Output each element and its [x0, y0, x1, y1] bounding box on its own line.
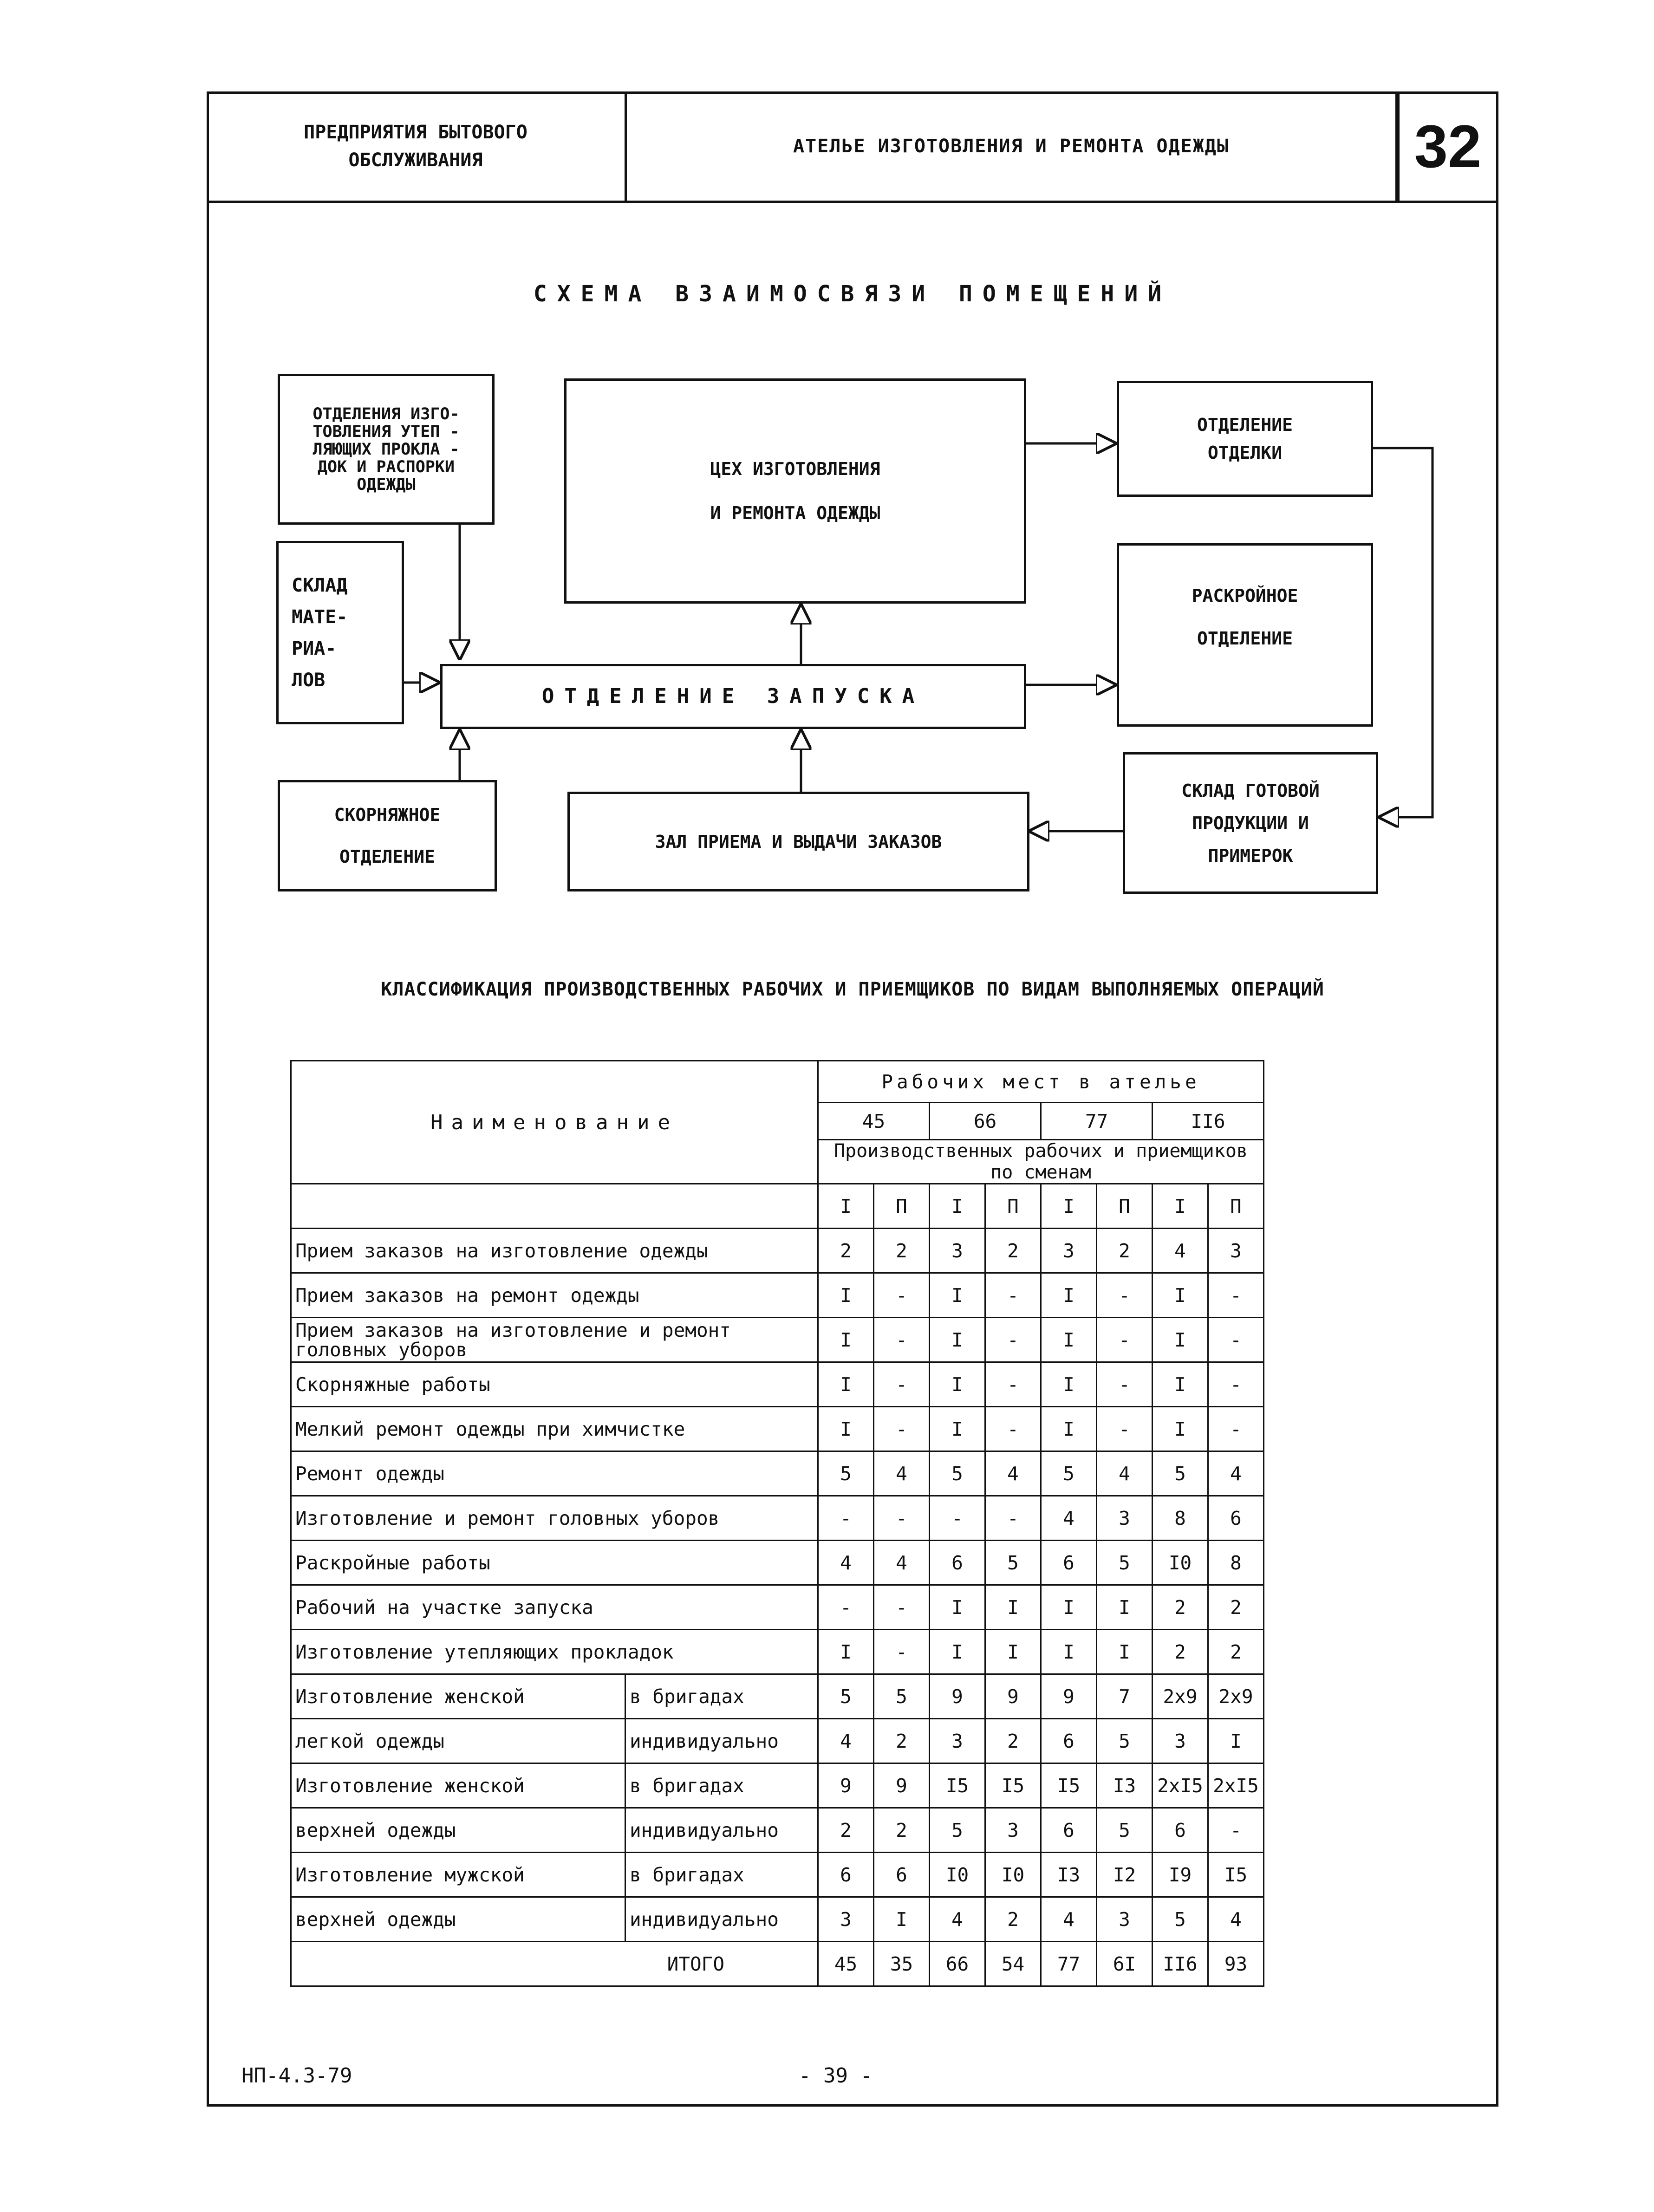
table-row [291, 1318, 1264, 1362]
row-value: - [818, 1585, 874, 1630]
row-value: I [1097, 1630, 1153, 1674]
group-mode: индивидуально [625, 1808, 818, 1853]
diagram-title: СХЕМА ВЗАИМОСВЯЗИ ПОМЕЩЕНИЙ [533, 281, 1172, 307]
row-value: 9 [985, 1674, 1041, 1719]
table-row [291, 1719, 1264, 1763]
box-insulation-line: ЛЯЮЩИХ ПРОКЛА - [313, 440, 460, 459]
row-value: 2хI5 [1153, 1763, 1208, 1808]
row-value: I [818, 1362, 874, 1407]
row-value: - [1208, 1407, 1264, 1451]
shift-label: I [1153, 1184, 1208, 1229]
row-value: I [818, 1630, 874, 1674]
row-value: 4 [874, 1541, 930, 1585]
row-value: I [1097, 1585, 1153, 1630]
group-mode: в бригадах [625, 1674, 818, 1719]
row-value: - [874, 1407, 930, 1451]
table-row [291, 1585, 1264, 1630]
name-column-header: Наименование [291, 1061, 818, 1184]
row-value: I [1041, 1273, 1097, 1318]
box-workshop-line: ЦЕХ ИЗГОТОВЛЕНИЯ [710, 458, 880, 479]
row-value: I [1041, 1585, 1097, 1630]
row-value: I [1041, 1318, 1097, 1362]
row-value: 5 [930, 1451, 985, 1496]
box-materials-store [276, 541, 404, 724]
row-value: - [874, 1362, 930, 1407]
row-value: I9 [1153, 1853, 1208, 1897]
row-value: 6 [1041, 1541, 1097, 1585]
row-value: 6 [874, 1853, 930, 1897]
box-finishing-line: ОТДЕЛКИ [1207, 442, 1283, 463]
row-value: I0 [1153, 1541, 1208, 1585]
row-value: 5 [1041, 1451, 1097, 1496]
box-orders-hall: ЗАЛ ПРИЕМА И ВЫДАЧИ ЗАКАЗОВ [567, 792, 1029, 891]
row-value: I [930, 1630, 985, 1674]
table-row [291, 1273, 1264, 1318]
row-value: I [1208, 1719, 1264, 1763]
row-value: I [1041, 1630, 1097, 1674]
row-value: - [930, 1496, 985, 1541]
group-mode: индивидуально [625, 1897, 818, 1942]
table-header-row [291, 1061, 1264, 1103]
row-name: Изготовление и ремонт головных уборов [291, 1496, 818, 1541]
row-value: 5 [985, 1541, 1041, 1585]
row-value: 4 [1153, 1229, 1208, 1273]
box-cutting [1117, 543, 1373, 727]
shifts-header: Производственных рабочих и приемщиков по сменам [818, 1140, 1264, 1184]
row-value: - [985, 1496, 1041, 1541]
total-value: 66 [930, 1942, 985, 1986]
row-value: 2 [985, 1719, 1041, 1763]
row-value: I [985, 1585, 1041, 1630]
table-row [291, 1763, 1264, 1808]
row-value: I5 [1041, 1763, 1097, 1808]
row-value: - [1208, 1808, 1264, 1853]
row-value: I [1041, 1362, 1097, 1407]
box-finished-store [1123, 752, 1378, 894]
row-name: Прием заказов на изготовление и ремонт головных уборов [291, 1318, 818, 1362]
box-materials-line: МАТЕ- [292, 606, 348, 628]
shift-label: П [1208, 1184, 1264, 1229]
row-value: I3 [1041, 1853, 1097, 1897]
shift-label: I [930, 1184, 985, 1229]
table-row [291, 1808, 1264, 1853]
place-count: 77 [1041, 1103, 1153, 1140]
row-value: 3 [930, 1719, 985, 1763]
row-value: - [985, 1273, 1041, 1318]
row-value: I5 [985, 1763, 1041, 1808]
row-value: I [930, 1362, 985, 1407]
box-finished-store-line: ПРИМЕРОК [1208, 845, 1293, 866]
row-value: I [818, 1318, 874, 1362]
group-mode: индивидуально [625, 1719, 818, 1763]
row-value: 2 [874, 1719, 930, 1763]
row-value: 2 [874, 1229, 930, 1273]
row-value: 9 [930, 1674, 985, 1719]
shift-label: П [985, 1184, 1041, 1229]
total-value: 77 [1041, 1942, 1097, 1986]
row-value: 9 [818, 1763, 874, 1808]
row-value: I3 [1097, 1763, 1153, 1808]
row-value: I5 [930, 1763, 985, 1808]
row-value: 3 [1097, 1897, 1153, 1942]
row-value: 7 [1097, 1674, 1153, 1719]
total-value: 45 [818, 1942, 874, 1986]
row-value: 5 [1153, 1897, 1208, 1942]
row-value: 5 [818, 1674, 874, 1719]
row-value: 3 [1097, 1496, 1153, 1541]
box-cutting-line: РАСКРОЙНОЕ [1192, 586, 1298, 606]
row-value: 5 [1153, 1451, 1208, 1496]
total-value: 6I [1097, 1942, 1153, 1986]
row-value: 2 [818, 1229, 874, 1273]
total-value: 54 [985, 1942, 1041, 1986]
row-value: 9 [1041, 1674, 1097, 1719]
row-value: I [818, 1407, 874, 1451]
row-value: 5 [874, 1674, 930, 1719]
row-value: I [930, 1585, 985, 1630]
row-value: 2 [818, 1808, 874, 1853]
place-count: II6 [1153, 1103, 1264, 1140]
row-name: Изготовление утепляющих прокладок [291, 1630, 818, 1674]
row-value: - [985, 1362, 1041, 1407]
row-value: 2 [874, 1808, 930, 1853]
row-value: 4 [818, 1719, 874, 1763]
box-fur-department [278, 780, 497, 891]
shift-label: I [818, 1184, 874, 1229]
row-value: 3 [1153, 1719, 1208, 1763]
row-value: 6 [1041, 1719, 1097, 1763]
table-row [291, 1362, 1264, 1407]
places-header: Рабочих мест в ателье [818, 1061, 1264, 1103]
box-finished-store-line: ПРОДУКЦИИ И [1192, 813, 1309, 833]
box-insulation-line: ТОВЛЕНИЯ УТЕП - [313, 422, 460, 441]
row-value: I [930, 1273, 985, 1318]
table-total-row [291, 1942, 1264, 1986]
row-value: - [985, 1407, 1041, 1451]
row-value: I [985, 1630, 1041, 1674]
header-category-line1: ПРЕДПРИЯТИЯ БЫТОВОГО [304, 121, 527, 143]
row-name: Мелкий ремонт одежды при химчистке [291, 1407, 818, 1451]
box-workshop-line: И РЕМОНТА ОДЕЖДЫ [710, 502, 880, 523]
row-value: I0 [985, 1853, 1041, 1897]
row-value: I0 [930, 1853, 985, 1897]
table-row [291, 1229, 1264, 1273]
row-value: 6 [1041, 1808, 1097, 1853]
shift-label: П [1097, 1184, 1153, 1229]
row-value: I [874, 1897, 930, 1942]
box-workshop [564, 378, 1026, 604]
row-value: 5 [1097, 1541, 1153, 1585]
row-value: 3 [1208, 1229, 1264, 1273]
table-row [291, 1541, 1264, 1585]
box-insulation-department [278, 374, 495, 525]
row-value: 2х9 [1208, 1674, 1264, 1719]
blank-cell [291, 1184, 818, 1229]
row-name: Скорняжные работы [291, 1362, 818, 1407]
box-materials-line: РИА- [292, 638, 337, 659]
row-value: 4 [985, 1451, 1041, 1496]
box-insulation-line: ОДЕЖДЫ [357, 475, 416, 494]
row-value: - [874, 1496, 930, 1541]
box-materials-line: СКЛАД [292, 574, 348, 596]
row-value: 6 [1153, 1808, 1208, 1853]
row-value: I2 [1097, 1853, 1153, 1897]
row-value: 6 [818, 1853, 874, 1897]
table-row [291, 1496, 1264, 1541]
table-row [291, 1451, 1264, 1496]
box-finished-store-line: СКЛАД ГОТОВОЙ [1181, 780, 1320, 801]
row-value: 4 [1041, 1897, 1097, 1942]
table-title: КЛАССИФИКАЦИЯ ПРОИЗВОДСТВЕННЫХ РАБОЧИХ И ПРИЕМЩИКОВ ПО ВИДАМ ВЫПОЛНЯЕМЫХ ОПЕРАЦИЙ [381, 979, 1324, 1000]
row-value: 5 [1097, 1808, 1153, 1853]
row-value: 4 [1208, 1451, 1264, 1496]
row-value: 2х9 [1153, 1674, 1208, 1719]
row-name: Ремонт одежды [291, 1451, 818, 1496]
box-materials-line: ЛОВ [292, 669, 326, 691]
row-value: - [1097, 1273, 1153, 1318]
row-value: - [1097, 1407, 1153, 1451]
group-name: легкой одежды [291, 1719, 625, 1763]
row-value: 8 [1208, 1541, 1264, 1585]
row-value: 3 [818, 1897, 874, 1942]
row-value: - [1097, 1362, 1153, 1407]
box-finishing-line: ОТДЕЛЕНИЕ [1197, 415, 1293, 435]
table-row [291, 1630, 1264, 1674]
total-label: ИТОГО [291, 1942, 818, 1986]
row-value: - [874, 1630, 930, 1674]
group-name: верхней одежды [291, 1808, 625, 1853]
group-name: Изготовление мужской [291, 1853, 625, 1897]
row-value: - [1097, 1318, 1153, 1362]
header-title: АТЕЛЬЕ ИЗГОТОВЛЕНИЯ И РЕМОНТА ОДЕЖДЫ [793, 135, 1229, 157]
row-value: I5 [1208, 1853, 1264, 1897]
box-insulation-line: ДОК И РАСПОРКИ [317, 457, 455, 476]
group-mode: в бригадах [625, 1853, 818, 1897]
arrow-finishing-to-store [1373, 448, 1433, 817]
group-name: Изготовление женской [291, 1674, 625, 1719]
footer-code: НП-4.3-79 [241, 2064, 352, 2088]
place-count: 66 [930, 1103, 1041, 1140]
header-category-line2: ОБСЛУЖИВАНИЯ [348, 149, 483, 171]
row-value: 2 [1208, 1585, 1264, 1630]
row-value: - [874, 1318, 930, 1362]
row-value: 2 [1153, 1585, 1208, 1630]
row-value: 3 [1041, 1229, 1097, 1273]
row-value: I [1041, 1407, 1097, 1451]
row-value: - [1208, 1273, 1264, 1318]
box-insulation-line: ОТДЕЛЕНИЯ ИЗГО- [313, 404, 460, 423]
row-value: 4 [930, 1897, 985, 1942]
row-value: 9 [874, 1763, 930, 1808]
total-value: 93 [1208, 1942, 1264, 1986]
shift-label: I [1041, 1184, 1097, 1229]
row-value: 8 [1153, 1496, 1208, 1541]
box-finishing [1117, 381, 1373, 497]
shift-label: П [874, 1184, 930, 1229]
row-value: 6 [930, 1541, 985, 1585]
row-value: 4 [874, 1451, 930, 1496]
row-value: 5 [1097, 1719, 1153, 1763]
row-name: Рабочий на участке запуска [291, 1585, 818, 1630]
box-fur-line: СКОРНЯЖНОЕ [334, 805, 441, 825]
group-mode: в бригадах [625, 1763, 818, 1808]
sheet-number: 32 [1395, 91, 1496, 201]
row-name: Прием заказов на ремонт одежды [291, 1273, 818, 1318]
table-row [291, 1897, 1264, 1942]
row-value: - [1208, 1318, 1264, 1362]
row-name: Раскройные работы [291, 1541, 818, 1585]
row-value: I [1153, 1407, 1208, 1451]
row-value: 4 [1208, 1897, 1264, 1942]
row-value: 2хI5 [1208, 1763, 1264, 1808]
row-name: Прием заказов на изготовление одежды [291, 1229, 818, 1273]
table-row [291, 1853, 1264, 1897]
group-name: Изготовление женской [291, 1763, 625, 1808]
row-value: I [1153, 1362, 1208, 1407]
row-value: - [874, 1273, 930, 1318]
staff-table [290, 1060, 1264, 1987]
table-shift-row [291, 1184, 1264, 1229]
row-value: I [818, 1273, 874, 1318]
row-value: 6 [1208, 1496, 1264, 1541]
row-value: 5 [930, 1808, 985, 1853]
table-row [291, 1674, 1264, 1719]
total-value: 35 [874, 1942, 930, 1986]
place-count: 45 [818, 1103, 930, 1140]
row-value: 3 [930, 1229, 985, 1273]
row-value: 5 [818, 1451, 874, 1496]
group-name: верхней одежды [291, 1897, 625, 1942]
row-value: I [930, 1407, 985, 1451]
box-cutting-line: ОТДЕЛЕНИЕ [1197, 628, 1293, 649]
total-value: II6 [1153, 1942, 1208, 1986]
row-value: 2 [985, 1897, 1041, 1942]
row-value: I [1153, 1318, 1208, 1362]
row-value: 4 [1097, 1451, 1153, 1496]
row-value: I [930, 1318, 985, 1362]
row-value: 2 [1097, 1229, 1153, 1273]
row-value: 4 [1041, 1496, 1097, 1541]
footer-page-number: - 39 - [799, 2064, 873, 2088]
row-value: 2 [1208, 1630, 1264, 1674]
row-value: 3 [985, 1808, 1041, 1853]
row-value: I [1153, 1273, 1208, 1318]
row-value: - [985, 1318, 1041, 1362]
row-value: 4 [818, 1541, 874, 1585]
row-value: - [1208, 1362, 1264, 1407]
box-fur-line: ОТДЕЛЕНИЕ [339, 846, 435, 867]
row-value: 2 [985, 1229, 1041, 1273]
row-value: - [874, 1585, 930, 1630]
row-value: 2 [1153, 1630, 1208, 1674]
table-row [291, 1407, 1264, 1451]
box-launch: ОТДЕЛЕНИЕ ЗАПУСКА [440, 664, 1026, 729]
row-value: - [818, 1496, 874, 1541]
